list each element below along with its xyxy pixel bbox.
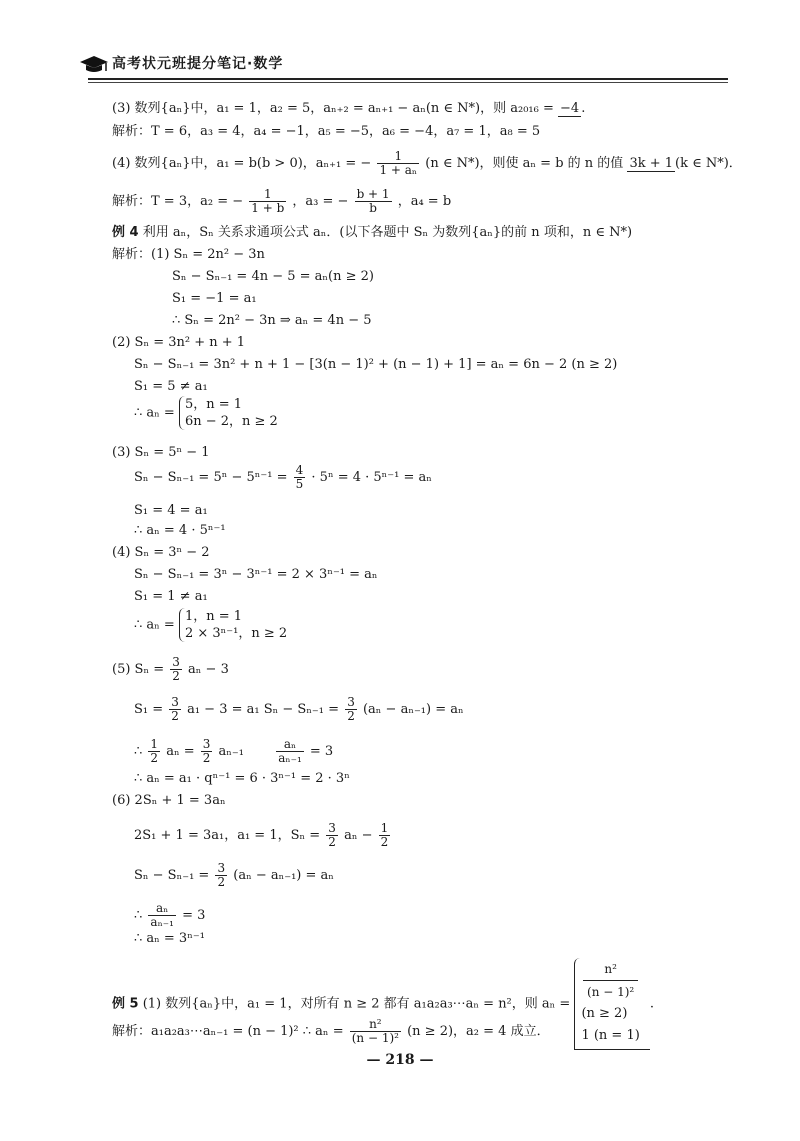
problem-text: (n ∈ N*)，则使 aₙ = b 的 n 的值: [425, 156, 624, 171]
case: 6n − 2，n ≥ 2: [184, 414, 278, 429]
denominator: (n − 1)²: [351, 1031, 399, 1045]
denominator: aₙ₋₁: [150, 915, 174, 929]
numerator: 3: [347, 695, 355, 709]
example-4-heading: [112, 224, 632, 242]
piecewise-line: [134, 396, 278, 430]
part-heading: [112, 656, 229, 683]
problem-text: (k ∈ N*)．: [675, 156, 742, 171]
solution-line: Sₙ − Sₙ₋₁ = 4n − 5 = aₙ(n ≥ 2): [172, 269, 374, 284]
solution-text: · 5ⁿ = 4 · 5ⁿ⁻¹ = aₙ: [311, 470, 432, 485]
answer-piecewise: [574, 958, 649, 1050]
problem-text: (4) 数列{aₙ}中，a₁ = b(b > 0)，aₙ₊₁ = −: [112, 156, 372, 171]
solution-line: [134, 902, 205, 929]
numerator: 1: [377, 150, 419, 164]
part-heading: (3) Sₙ = 5ⁿ − 1: [112, 445, 210, 460]
solution-text: (5) Sₙ =: [112, 662, 165, 677]
numerator: 1: [150, 737, 159, 751]
solution-text: a₁ − 3 = a₁ Sₙ − Sₙ₋₁ =: [187, 702, 340, 717]
numerator: 3: [217, 861, 226, 875]
example-text: 利用 aₙ，Sₙ 关系求通项公式 aₙ．(以下各题中 Sₙ 为数列{aₙ}的前 n 项和，n ∈ N*): [142, 225, 633, 240]
solution-text: 2S₁ + 1 = 3a₁，a₁ = 1，Sₙ =: [134, 828, 321, 843]
denominator: 1 + b: [251, 201, 285, 215]
solution-line: S₁ = 1 ≠ a₁: [134, 589, 208, 604]
solution-text: aₙ₋₁: [218, 744, 244, 759]
answer-blank: 3k + 1: [629, 156, 674, 171]
solution-text: Sₙ − Sₙ₋₁ =: [134, 868, 210, 883]
fraction: [215, 862, 227, 889]
example-label: 例 4: [112, 225, 139, 240]
numerator: 3: [171, 695, 179, 709]
solution-line: ∴ aₙ = a₁ · qⁿ⁻¹ = 6 · 3ⁿ⁻¹ = 2 · 3ⁿ: [134, 771, 350, 786]
solution-line: [112, 1018, 550, 1045]
denominator: 2: [380, 835, 389, 849]
denominator: 1 + aₙ: [379, 163, 418, 177]
piecewise-brace: [179, 608, 287, 642]
numerator: 4: [295, 463, 304, 477]
denominator: 2: [217, 875, 226, 889]
denominator: aₙ₋₁: [278, 751, 302, 765]
solution-line: [134, 696, 464, 723]
fraction: [345, 696, 357, 723]
fraction: [583, 958, 637, 1003]
solution-line: Sₙ − Sₙ₋₁ = 3ⁿ − 3ⁿ⁻¹ = 2 × 3ⁿ⁻¹ = aₙ: [134, 567, 378, 582]
numerator: 1: [249, 188, 286, 202]
solution-text: = 3: [182, 908, 206, 923]
solution-text: (aₙ − aₙ₋₁) = aₙ: [362, 702, 464, 717]
fraction: [355, 188, 392, 215]
solution-line: ∴ aₙ = 4 · 5ⁿ⁻¹: [134, 523, 226, 538]
solution-text: ∴: [134, 908, 143, 923]
problem-text: .: [649, 996, 654, 1012]
solution-line: 解析：(1) Sₙ = 2n² − 3n: [112, 247, 265, 262]
header-rule-thin: [88, 82, 728, 83]
numerator: n²: [350, 1018, 401, 1032]
solution-text: 解析：T = 3，a₂ = −: [112, 194, 244, 209]
fraction: [379, 822, 391, 849]
solution-line: S₁ = 4 = a₁: [134, 503, 208, 518]
solution-text: ∴ aₙ =: [134, 617, 175, 633]
solution-text: 解析：a₁a₂a₃⋯aₙ₋₁ = (n − 1)² ∴ aₙ =: [112, 1024, 344, 1039]
problem-4: [112, 150, 742, 177]
solution-text: aₙ =: [166, 744, 195, 759]
numerator: aₙ: [148, 902, 176, 916]
problem-text: (3) 数列{aₙ}中，a₁ = 1，a₂ = 5，aₙ₊₂ = aₙ₊₁ − aₙ(n ∈ N*)，则 a₂₀₁₆ =: [112, 101, 554, 116]
solution-line: S₁ = −1 = a₁: [172, 291, 257, 306]
fraction: [148, 902, 176, 929]
solution-4: [112, 188, 451, 215]
page-header: [78, 48, 728, 84]
denominator: 2: [328, 835, 336, 849]
fraction: [350, 1018, 401, 1045]
solution-text: ∴ aₙ =: [134, 405, 175, 421]
fraction: [326, 822, 338, 849]
solution-line: S₁ = 5 ≠ a₁: [134, 379, 208, 394]
solution-line: ∴ Sₙ = 2n² − 3n ⇒ aₙ = 4n − 5: [172, 313, 372, 328]
fraction: [170, 656, 182, 683]
solution-text: S₁ =: [134, 702, 164, 717]
denominator: 2: [347, 709, 355, 723]
graduation-cap-icon: [78, 54, 110, 74]
solution-text: = 3: [309, 744, 334, 759]
page-number: — 218 —: [366, 1052, 434, 1068]
fraction: [201, 738, 213, 765]
numerator: 3: [172, 655, 180, 669]
denominator: 2: [171, 709, 179, 723]
solution-line: ∴ aₙ = 3ⁿ⁻¹: [134, 931, 205, 946]
solution-line: [134, 862, 334, 889]
part-heading: (6) 2Sₙ + 1 = 3aₙ: [112, 793, 226, 808]
numerator: 3: [202, 737, 211, 751]
header-title: 高考状元班提分笔记·数学: [112, 56, 284, 72]
solution-line: [134, 738, 333, 765]
problem-text: .: [581, 101, 586, 116]
fraction: [276, 738, 304, 765]
piecewise-brace: [179, 396, 278, 430]
solution-3: 解析：T = 6，a₃ = 4，a₄ = −1，a₅ = −5，a₆ = −4，a₇ = 1，a₈ = 5: [112, 124, 541, 139]
solution-text: ，a₃ = −: [292, 194, 349, 209]
solution-text: (n ≥ 2)，a₂ = 4 成立．: [407, 1024, 550, 1039]
numerator: 1: [380, 821, 389, 835]
numerator: aₙ: [276, 738, 304, 752]
case: [581, 958, 639, 1025]
fraction: [249, 188, 286, 215]
piecewise-line: [134, 608, 287, 642]
denominator: (n − 1)²: [587, 985, 635, 999]
case: 2 × 3ⁿ⁻¹，n ≥ 2: [184, 626, 288, 641]
denominator: 2: [172, 669, 180, 683]
denominator: 5: [295, 477, 304, 491]
case: 1 (n = 1): [581, 1028, 640, 1043]
solution-text: aₙ −: [344, 828, 373, 843]
answer-blank: −4: [560, 101, 580, 116]
solution-text: aₙ − 3: [188, 662, 229, 677]
case: 1，n = 1: [184, 609, 243, 624]
denominator: b: [369, 201, 377, 215]
problem-3: [112, 100, 585, 118]
example-label: 例 5: [112, 996, 139, 1012]
case: 5，n = 1: [184, 397, 243, 412]
fraction: [148, 738, 160, 765]
solution-text: ，a₄ = b: [397, 194, 452, 209]
solution-line: [134, 464, 432, 491]
solution-line: [134, 822, 392, 849]
fraction: [169, 696, 181, 723]
solution-line: Sₙ − Sₙ₋₁ = 3n² + n + 1 − [3(n − 1)² + (n − 1) + 1] = aₙ = 6n − 2 (n ≥ 2): [134, 357, 618, 372]
denominator: 2: [202, 751, 211, 765]
numerator: n²: [583, 958, 637, 981]
numerator: b + 1: [356, 187, 390, 201]
part-heading: (4) Sₙ = 3ⁿ − 2: [112, 545, 210, 560]
part-heading: (2) Sₙ = 3n² + n + 1: [112, 335, 246, 350]
header-rule: [88, 78, 728, 80]
fraction: [377, 150, 419, 177]
solution-text: ∴: [134, 744, 143, 759]
fraction: [294, 464, 306, 491]
solution-text: Sₙ − Sₙ₋₁ = 5ⁿ − 5ⁿ⁻¹ =: [134, 470, 288, 485]
example-text: (1) 数列{aₙ}中，a₁ = 1，对所有 n ≥ 2 都有 a₁a₂a₃⋯aₙ = n²，则 aₙ =: [142, 996, 571, 1012]
case-condition: (n ≥ 2): [581, 1006, 628, 1021]
solution-text: (aₙ − aₙ₋₁) = aₙ: [233, 868, 334, 883]
numerator: 3: [328, 821, 336, 835]
denominator: 2: [150, 751, 159, 765]
